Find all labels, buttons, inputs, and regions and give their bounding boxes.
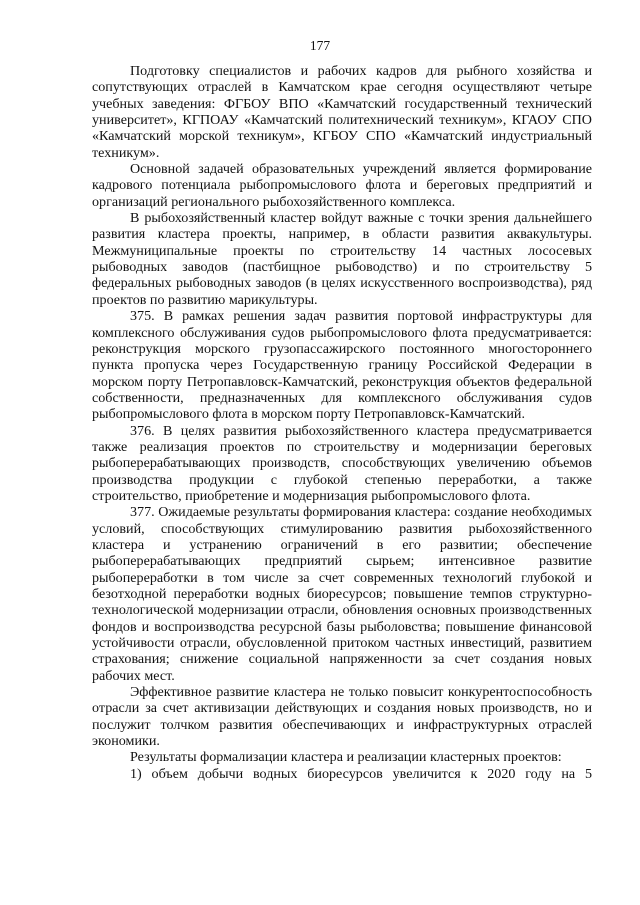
paragraph-main-task: Основной задачей образовательных учреждений является формирование кадрового потенциала рыбопромыслового флота и береговых предприятий и организаций регионального рыбохозяйственного комплекса. <box>92 161 592 210</box>
paragraph-375-port-infrastructure: 375. В рамках решения задач развития портовой инфраструктуры для комплексного обслуживания судов рыбопромыслового флота предусматривается: реконструкция морского грузопассажирского постоянного многостороннего пункта пропуска через Государственную границу Российской Федерации в морском порту Петропавловск-Камчатский, реконструкция объектов федеральной собственности, предназначенных для комплексного обслуживания судов рыбопромыслового флота в морском порту Петропавловск-Камчатский. <box>92 308 592 423</box>
paragraph-catch-volume-item-1: 1) объем добычи водных биоресурсов увеличится к 2020 году на 5 <box>130 765 592 782</box>
page-number: 177 <box>309 38 331 53</box>
paragraph-effective-development: Эффективное развитие кластера не только повысит конкурентоспособность отрасли за счет активизации действующих и создания новых производств, но и послужит толчком развития обеспечивающих и инфраструктурных отраслей экономики. <box>92 684 592 750</box>
paragraph-training-institutions: Подготовку специалистов и рабочих кадров для рыбного хозяйства и сопутствующих отраслей в Камчатском крае сегодня осуществляют четыре учебных заведения: ФГБОУ ВПО «Камчатский государственный технический университет», КГПОАУ «Камчатский политехнический техникум», КГАОУ СПО «Камчатский морской техникум», КГБОУ СПО «Камчатский индустриальный техникум». <box>92 63 592 161</box>
paragraph-377-expected-results: 377. Ожидаемые результаты формирования кластера: создание необходимых условий, способствующих стимулированию развития рыбохозяйственного кластера и устранению ограничений в его развитии; обеспечение рыбоперерабатывающих предприятий сырьем; интенсивное развитие рыбопереработки в том числе за счет современных технологий глубокой и безотходной переработки водных биоресурсов; повышение темпов структурно-технологической модернизации отрасли, обновления основных производственных фондов и воспроизводства ресурсной базы рыболовства; повышение финансовой устойчивости отрасли, обусловленной притоком частных инвестиций, развитием страхования; снижение социальной напряженности за счет создания новых рабочих мест. <box>92 504 592 684</box>
paragraph-formalization-results: Результаты формализации кластера и реализации кластерных проектов: <box>130 749 562 766</box>
document-body <box>92 63 592 782</box>
paragraph-376-processing-facilities: 376. В целях развития рыбохозяйственного кластера предусматривается также реализация проектов по строительству и модернизации береговых рыбоперерабатывающих производств, способствующих увеличению объемов производства продукции с глубокой степенью переработки, а также строительство, приобретение и модернизация рыбопромыслового флота. <box>92 422 592 504</box>
paragraph-aquaculture-projects: В рыбохозяйственный кластер войдут важные с точки зрения дальнейшего развития кластера проекты, например, в области развития аквакультуры. Межмуниципальные проекты по строительству 14 частных лососевых рыбоводных заводов (пастбищное рыбоводство) и по строительству 5 федеральных рыбоводных заводов (в целях искусственного воспроизводства), ряд проектов по развитию марикультуры. <box>92 210 592 308</box>
